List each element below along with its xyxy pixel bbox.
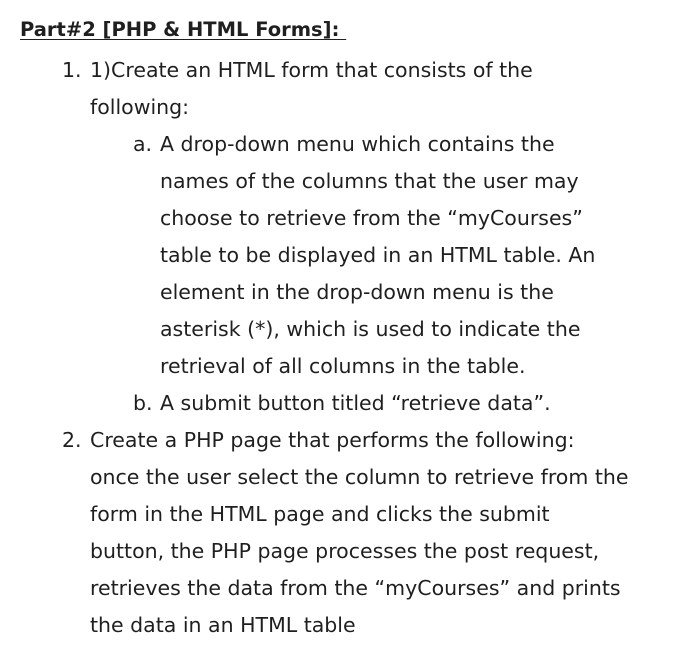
item-2-line-3: form in the HTML page and clicks the submit — [90, 502, 550, 526]
subitem-a-line-4: table to be displayed in an HTML table. An — [160, 243, 596, 267]
item-2-line-5: retrieves the data from the “myCourses” and prints — [90, 576, 621, 600]
section-heading: Part#2 [PHP & HTML Forms]: — [20, 18, 347, 41]
item-2-number: 2. — [62, 428, 82, 452]
subitem-a-line-3: choose to retrieve from the “myCourses” — [160, 206, 583, 230]
subitem-b-letter: b. — [133, 391, 153, 415]
item-2-line-4: button, the PHP page processes the post request, — [90, 539, 600, 563]
subitem-a-line-6: asterisk (*), which is used to indicate the — [160, 317, 581, 341]
item-2-line-6: the data in an HTML table — [90, 613, 356, 637]
item-2-line-1: Create a PHP page that performs the following: — [90, 428, 575, 452]
subitem-b-line-1: A submit button titled “retrieve data”. — [160, 391, 551, 415]
subitem-a-line-5: element in the drop-down menu is the — [160, 280, 554, 304]
subitem-a-line-2: names of the columns that the user may — [160, 169, 579, 193]
subitem-a-line-7: retrieval of all columns in the table. — [160, 354, 526, 378]
item-2-line-2: once the user select the column to retrieve from the — [90, 465, 629, 489]
subitem-a-line-1: A drop-down menu which contains the — [160, 132, 555, 156]
subitem-a-letter: a. — [133, 132, 153, 156]
item-1-number: 1. — [62, 58, 82, 82]
item-1-line-1: 1)Create an HTML form that consists of the — [90, 58, 533, 82]
item-1-line-2: following: — [90, 95, 190, 119]
